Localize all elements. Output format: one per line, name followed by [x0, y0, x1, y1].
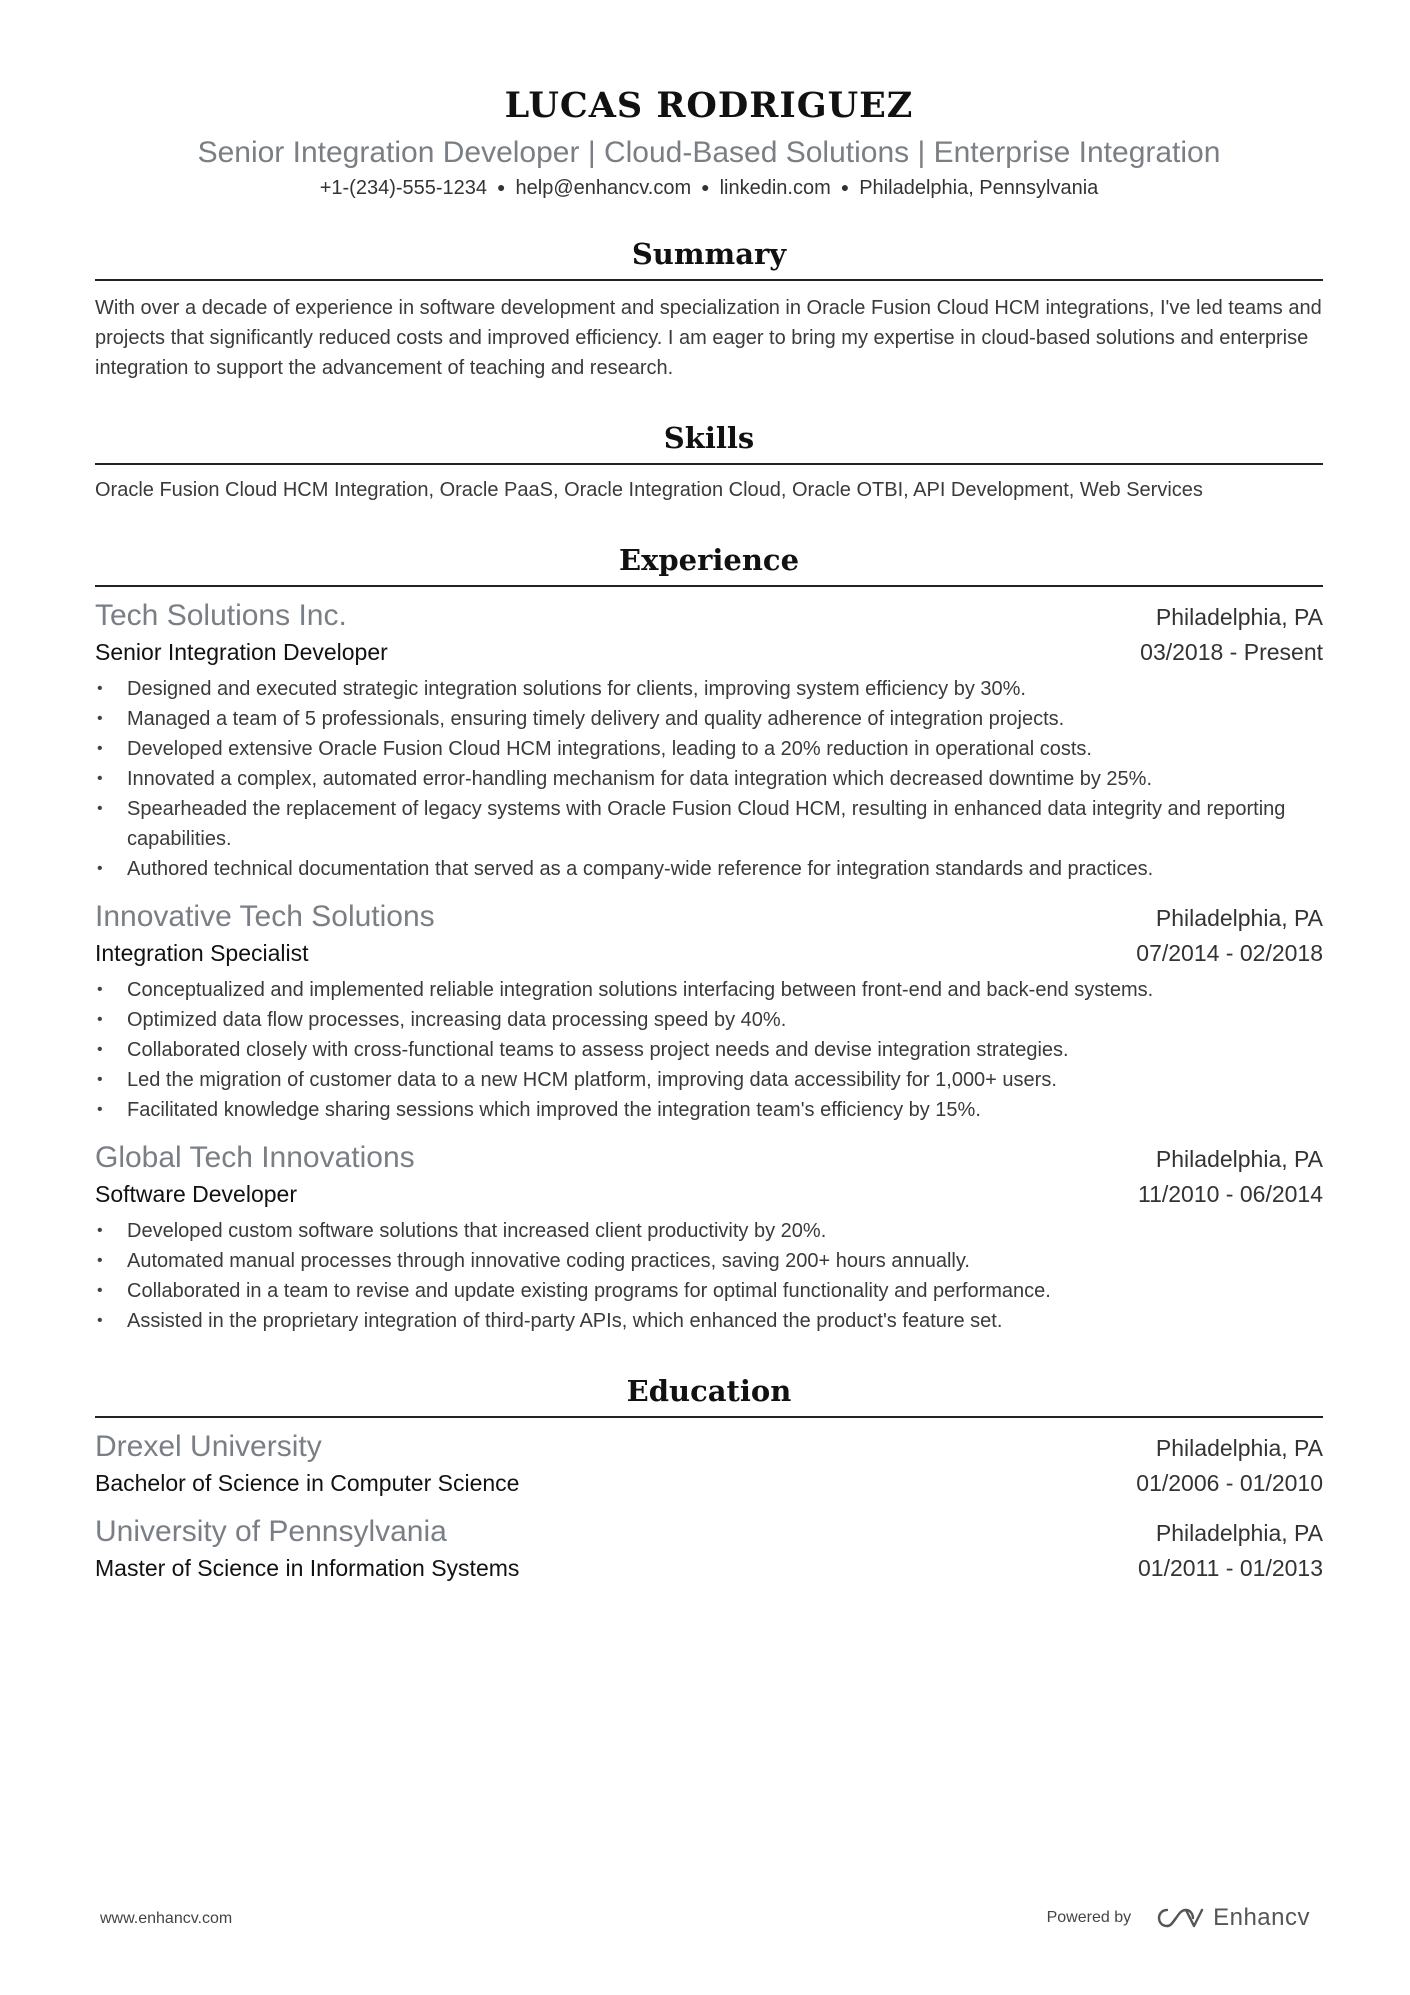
- powered-by-label: Powered by: [1046, 1909, 1132, 1926]
- bullet-item: • Conceptualized and implemented reliable integration solutions interfacing between front-end and back-end systems.: [95, 975, 1323, 1005]
- job-dates: 03/2018 - Present: [1140, 639, 1323, 665]
- company-name: Innovative Tech Solutions: [95, 900, 435, 933]
- separator-dot-icon: ●: [840, 179, 850, 195]
- enhancv-brand[interactable]: Enhancv: [1213, 1904, 1310, 1931]
- job-location: Philadelphia, PA: [1155, 905, 1323, 931]
- enhancv-logo-icon: [1157, 1906, 1205, 1930]
- job-title: Software Developer: [95, 1181, 297, 1207]
- bullet-item: • Spearheaded the replacement of legacy systems with Oracle Fusion Cloud HCM, resulting in enhanced data integrity and reporting capabilities.: [95, 794, 1323, 854]
- degree: Master of Science in Information Systems: [95, 1555, 520, 1581]
- education-entry: [95, 1513, 1323, 1584]
- bullet-item: • Authored technical documentation that served as a company-wide reference for integration standards and practices.: [95, 854, 1323, 884]
- job-title: Integration Specialist: [95, 940, 309, 966]
- job-dates: 07/2014 - 02/2018: [1136, 940, 1323, 966]
- bullet-item: • Collaborated in a team to revise and update existing programs for optimal functionality and performance.: [95, 1276, 1323, 1306]
- linkedin-link[interactable]: linkedin.com: [719, 177, 831, 199]
- experience-entry: [95, 898, 1323, 1125]
- bullet-item: • Collaborated closely with cross-functional teams to assess project needs and devise integration strategies.: [95, 1035, 1323, 1065]
- skills-section: [95, 419, 1323, 505]
- job-bullets: [95, 1216, 1323, 1336]
- experience-section: [95, 541, 1323, 1336]
- website-link[interactable]: www.enhancv.com: [100, 1910, 233, 1927]
- bullet-item: • Led the migration of customer data to a new HCM platform, improving data accessibility for 1,000+ users.: [95, 1065, 1323, 1095]
- summary-text: With over a decade of experience in software development and specialization in Oracle Fusion Cloud HCM integrations, I've led teams and projects that significantly reduced costs and improved efficiency. I am eager to bring my expertise in cloud-based solutions and enterprise integration to support the advancement of teaching and research.: [95, 297, 1322, 379]
- school-location: Philadelphia, PA: [1155, 1435, 1323, 1461]
- bullet-item: • Optimized data flow processes, increasing data processing speed by 40%.: [95, 1005, 1323, 1035]
- bullet-item: • Automated manual processes through innovative coding practices, saving 200+ hours annually.: [95, 1246, 1323, 1276]
- company-name: Global Tech Innovations: [95, 1141, 415, 1174]
- experience-entry: [95, 597, 1323, 884]
- separator-dot-icon: ●: [497, 179, 506, 195]
- education-dates: 01/2006 - 01/2010: [1136, 1470, 1323, 1496]
- job-location: Philadelphia, PA: [1155, 1146, 1323, 1172]
- education-entry: [95, 1428, 1323, 1499]
- school-location: Philadelphia, PA: [1155, 1520, 1323, 1546]
- degree: Bachelor of Science in Computer Science: [95, 1470, 520, 1496]
- job-location: Philadelphia, PA: [1155, 604, 1323, 630]
- bullet-item: • Facilitated knowledge sharing sessions which improved the integration team's efficiency by 15%.: [95, 1095, 1323, 1125]
- bullet-item: • Developed extensive Oracle Fusion Cloud HCM integrations, leading to a 20% reduction in operational costs.: [95, 734, 1323, 764]
- bullet-item: • Managed a team of 5 professionals, ensuring timely delivery and quality adherence of integration projects.: [95, 704, 1323, 734]
- bullet-item: • Developed custom software solutions that increased client productivity by 20%.: [95, 1216, 1323, 1246]
- bullet-item: • Designed and executed strategic integration solutions for clients, improving system efficiency by 30%.: [95, 674, 1323, 704]
- location: Philadelphia, Pennsylvania: [859, 177, 1099, 199]
- school-name: University of Pennsylvania: [95, 1515, 447, 1548]
- contact-line: [95, 174, 1323, 201]
- job-bullets: [95, 674, 1323, 884]
- resume-page: [95, 0, 1323, 1584]
- section-divider: [95, 585, 1323, 587]
- headline: Senior Integration Developer | Cloud-Based Solutions | Enterprise Integration: [197, 136, 1221, 169]
- job-dates: 11/2010 - 06/2014: [1137, 1181, 1323, 1207]
- section-title-education: Education: [626, 1374, 792, 1408]
- candidate-name: LUCAS RODRIGUEZ: [504, 85, 914, 126]
- skills-text: Oracle Fusion Cloud HCM Integration, Oracle PaaS, Oracle Integration Cloud, Oracle OTBI, API Development, Web Services: [95, 479, 1203, 501]
- section-divider: [95, 279, 1323, 281]
- job-title: Senior Integration Developer: [95, 639, 388, 665]
- job-bullets: [95, 975, 1323, 1125]
- separator-dot-icon: ●: [701, 179, 710, 195]
- experience-entry: [95, 1139, 1323, 1336]
- bullet-item: • Assisted in the proprietary integration of third-party APIs, which enhanced the product's feature set.: [95, 1306, 1323, 1336]
- section-divider: [95, 1416, 1323, 1418]
- section-title-skills: Skills: [663, 421, 755, 455]
- education-dates: 01/2011 - 01/2013: [1137, 1555, 1323, 1581]
- section-title-experience: Experience: [618, 543, 800, 577]
- page-footer: [100, 1904, 1310, 1934]
- phone: +1-(234)-555-1234: [319, 177, 488, 199]
- company-name: Tech Solutions Inc.: [95, 599, 347, 632]
- section-divider: [95, 463, 1323, 465]
- powered-by: [1047, 1904, 1310, 1932]
- school-name: Drexel University: [95, 1430, 322, 1463]
- summary-section: [95, 235, 1323, 383]
- email-link[interactable]: help@enhancv.com: [515, 177, 692, 199]
- bullet-item: • Innovated a complex, automated error-handling mechanism for data integration which decreased downtime by 25%.: [95, 764, 1323, 794]
- education-section: [95, 1372, 1323, 1584]
- section-title-summary: Summary: [631, 237, 787, 271]
